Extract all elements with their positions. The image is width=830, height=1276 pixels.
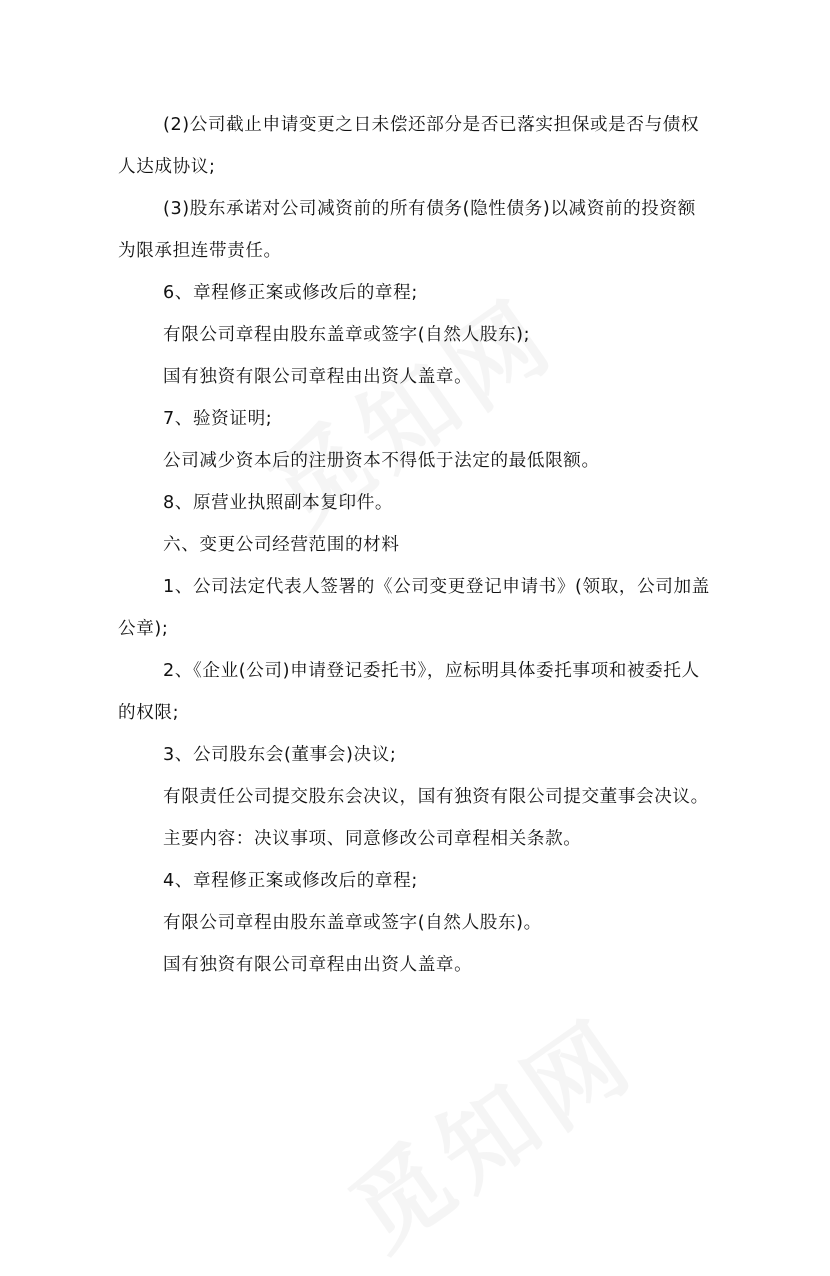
paragraph: (3)股东承诺对公司减资前的所有债务(隐性债务)以减资前的投资额为限承担连带责任。 xyxy=(118,199,696,261)
paragraph: 6、章程修正案或修改后的章程; xyxy=(163,283,418,303)
paragraph: 3、公司股东会(董事会)决议; xyxy=(163,745,397,765)
paragraph: 2、《企业(公司)申请登记委托书》，应标明具体委托事项和被委托人的权限; xyxy=(118,661,700,723)
paragraph: 有限责任公司提交股东会决议，国有独资有限公司提交董事会决议。 xyxy=(163,787,709,807)
paragraph: 公司减少资本后的注册资本不得低于法定的最低限额。 xyxy=(163,451,600,471)
paragraph: 8、原营业执照副本复印件。 xyxy=(163,493,394,513)
paragraph: 有限公司章程由股东盖章或签字(自然人股东)。 xyxy=(163,913,542,933)
paragraph: 国有独资有限公司章程由出资人盖章。 xyxy=(163,367,473,387)
watermark xyxy=(319,981,658,1276)
document-body xyxy=(118,104,714,986)
paragraph: 7、验资证明; xyxy=(163,409,273,429)
paragraph: 有限公司章程由股东盖章或签字(自然人股东); xyxy=(163,325,531,345)
paragraph: 主要内容：决议事项、同意修改公司章程相关条款。 xyxy=(163,829,582,849)
paragraph: 1、公司法定代表人签署的《公司变更登记申请书》(领取，公司加盖公章); xyxy=(118,577,710,639)
section-heading: 六、变更公司经营范围的材料 xyxy=(163,535,400,555)
paragraph: 国有独资有限公司章程由出资人盖章。 xyxy=(163,955,473,975)
paragraph: 4、章程修正案或修改后的章程; xyxy=(163,871,418,891)
paragraph: (2)公司截止申请变更之日未偿还部分是否已落实担保或是否与债权人达成协议; xyxy=(118,115,700,177)
